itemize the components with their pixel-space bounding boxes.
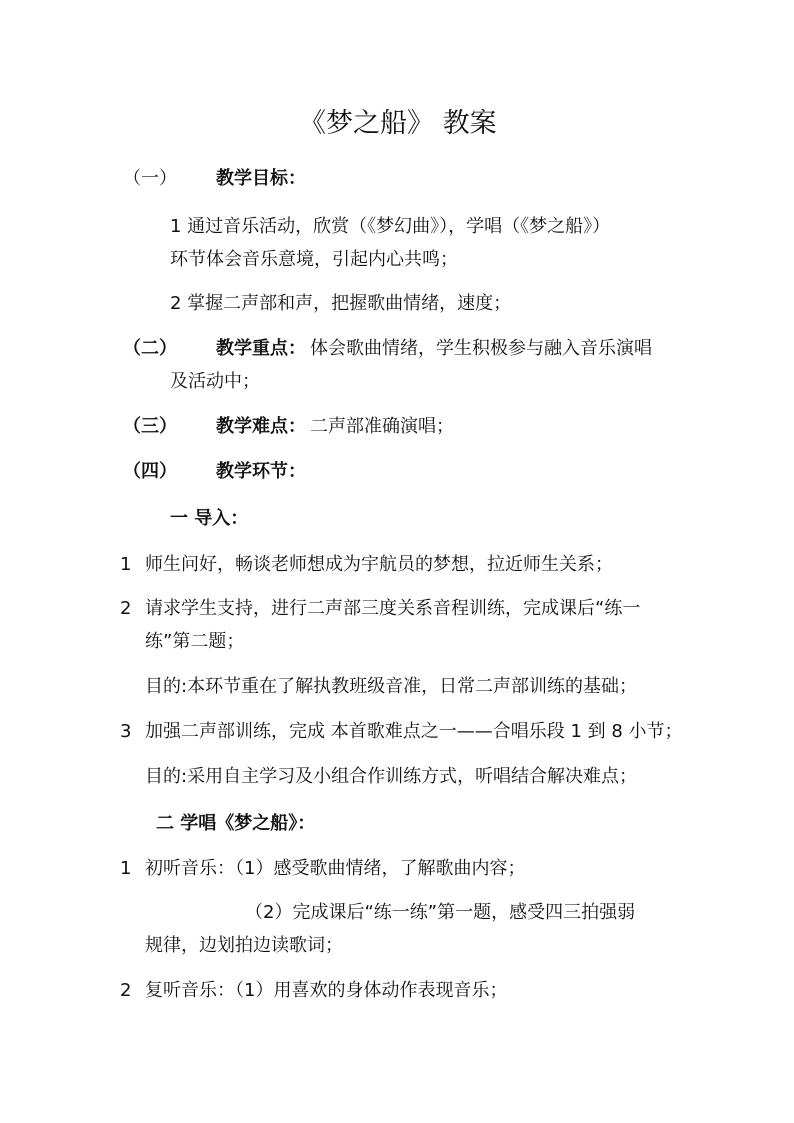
section-4-number: （四） [123,461,177,482]
part-1-item-3-number: 3 [120,721,132,742]
part-2-item-1-line-1: 初听音乐：（1）感受歌曲情绪，了解歌曲内容； [145,858,526,879]
section-2-text-line-1: 体会歌曲情绪，学生积极参与融入音乐演唱 [310,338,652,359]
section-2-text-line-2: 及活动中； [170,371,260,392]
objective-1-line-2: 环节体会音乐意境，引起内心共鸣； [170,249,458,270]
part-2-heading: 二 学唱《梦之船》： [156,813,316,834]
part-1-item-3: 加强二声部训练，完成 本首歌难点之一——合唱乐段 1 到 8 小节； [145,721,683,742]
part-1-heading: 一 导入： [170,508,249,529]
part-1-item-2-number: 2 [120,598,132,619]
part-2-item-2-number: 2 [120,980,132,1001]
objective-1-line-1: 1 通过音乐活动，欣赏（《梦幻曲》），学唱（《梦之船》） [170,216,611,237]
section-1-number: （一） [123,168,177,189]
part-1-item-2-line-2: 练”第二题； [145,631,245,652]
section-3-text: 二声部准确演唱； [310,416,454,437]
part-1-purpose-2: 目的:采用自主学习及小组合作训练方式，听唱结合解决难点； [145,766,638,787]
part-1-item-1: 师生问好，畅谈老师想成为宇航员的梦想，拉近师生关系； [145,554,613,575]
section-2-number: （二） [123,338,177,359]
part-2-item-1-line-3: 规律，边划拍边读歌词； [145,935,343,956]
section-2-heading: 教学重点： [216,338,306,359]
part-1-purpose-1: 目的:本环节重在了解执教班级音准，日常二声部训练的基础； [145,676,638,697]
part-2-item-1-line-2: （2）完成课后“练一练”第一题，感受四三拍强弱 [245,902,636,923]
section-3-number: （三） [123,416,177,437]
section-4-heading: 教学环节： [216,461,306,482]
part-2-item-1-number: 1 [120,858,132,879]
part-1-item-1-number: 1 [120,554,132,575]
part-2-item-2-line-1: 复听音乐：（1）用喜欢的身体动作表现音乐； [145,980,508,1001]
objective-2: 2 掌握二声部和声，把握歌曲情绪，速度； [170,293,512,314]
section-1-heading: 教学目标： [216,168,306,189]
document-title: 《梦之船》 教案 [299,108,497,139]
section-3-heading: 教学难点： [216,416,306,437]
part-1-item-2-line-1: 请求学生支持，进行二声部三度关系音程训练，完成课后“练一 [145,598,641,619]
